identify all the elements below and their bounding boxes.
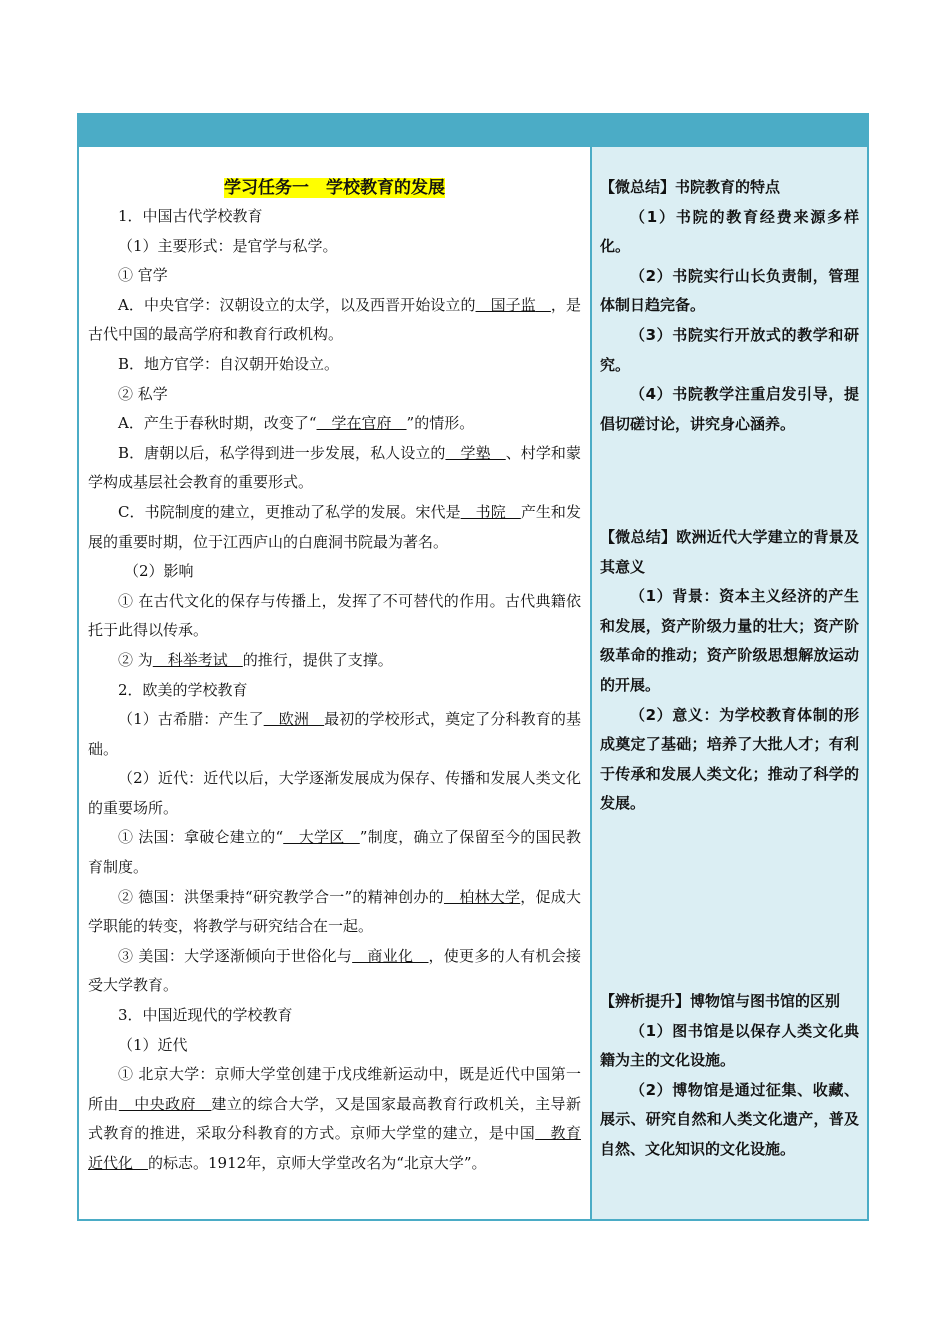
section-heading: 1．中国古代学校教育 — [118, 207, 263, 225]
paragraph — [88, 409, 581, 439]
answer-blank: 学在官府 — [316, 414, 407, 433]
text: 建立的综合大学，又是国家最高教育行政机关，主导新式教育的推进，采取分科教育的方式。京师大学堂的建立，是中国 — [88, 1094, 581, 1143]
text: ”制度，确立了保留至今的国民教育制度。 — [88, 828, 581, 877]
paragraph — [88, 705, 581, 764]
text: ② 为 — [118, 650, 153, 669]
section-heading: 2．欧美的学校教育 — [118, 680, 248, 699]
answer-blank: 商业化 — [352, 946, 429, 965]
text: 的推行，提供了支撑。 — [242, 650, 393, 669]
note-title: 【辨析提升】博物馆与图书馆的区别 — [600, 992, 841, 1010]
paragraph — [88, 646, 581, 676]
section-heading: 3．中国近现代的学校教育 — [118, 1006, 293, 1025]
note-title: 【微总结】欧洲近代大学建立的背景及其意义 — [600, 528, 859, 576]
main-content-column — [79, 147, 590, 1219]
text: C．书院制度的建立，更推动了私学的发展。宋代是 — [118, 502, 461, 521]
note-item: （1）图书馆是以保存人类文化典籍为主的文化设施。 — [600, 1021, 859, 1070]
note-block-museum-library — [600, 987, 859, 1165]
text: ，促成大学职能的转变，将教学与研究结合在一起。 — [88, 887, 581, 936]
note-item: （3）书院实行开放式的教学和研究。 — [600, 325, 859, 374]
text: A．中央官学：汉朝设立的太学，以及西晋开始设立的 — [118, 295, 476, 314]
answer-blank: 大学区 — [283, 828, 360, 847]
text: ，是古代中国的最高学府和教育行政机构。 — [88, 295, 581, 344]
text: ③ 美国：大学逐渐倾向于世俗化与 — [118, 946, 353, 965]
note-block-university — [600, 523, 859, 819]
answer-blank: 教育近代化 — [88, 1124, 581, 1172]
subheading: （2）影响 — [124, 562, 194, 581]
text: 的标志。1912年，京师大学堂改名为“北京大学”。 — [148, 1154, 487, 1172]
text: 产生和发展的重要时期，位于江西庐山的白鹿洞书院最为著名。 — [88, 502, 581, 551]
answer-blank: 中央政府 — [118, 1094, 212, 1113]
paragraph — [88, 1060, 581, 1178]
note-item: （4）书院教学注重启发引导，提倡切磋讨论，讲究身心涵养。 — [600, 385, 859, 433]
title-wrap — [88, 173, 581, 198]
note-block-academy — [600, 173, 859, 439]
text: A．产生于春秋时期，改变了“ — [118, 414, 317, 433]
answer-blank-tail — [536, 296, 551, 314]
note-title: 【微总结】书院教育的特点 — [600, 178, 781, 196]
text: （1）古希腊：产生了 — [118, 710, 264, 729]
note-item: （1）书院的教育经费来源多样化。 — [600, 207, 859, 256]
text: ① 法国：拿破仑建立的“ — [118, 828, 284, 847]
paragraph: （2）近代：近代以后，大学逐渐发展成为保存、传播和发展人类文化的重要场所。 — [88, 769, 581, 817]
text: 、村学和蒙学构成基层社会教育的重要形式。 — [88, 443, 581, 492]
sidebar-notes-column — [590, 147, 867, 1219]
text: ② 德国：洪堡秉持“研究教学合一”的精神创办的 — [118, 887, 444, 906]
paragraph — [88, 823, 581, 882]
text: 最初的学校形式，奠定了分科教育的基础。 — [88, 710, 581, 758]
answer-blank: 书院 — [460, 502, 521, 521]
content-table — [77, 113, 869, 1221]
page-title: 学习任务一 学校教育的发展 — [224, 178, 445, 198]
paragraph — [88, 883, 581, 942]
text: ① 北京大学：京师大学堂创建于戊戌维新运动中，既是近代中国第一所由 — [88, 1065, 581, 1113]
item-label: ② 私学 — [118, 384, 168, 403]
answer-blank: 国子监 — [475, 295, 536, 314]
note-item: （2）博物馆是通过征集、收藏、展示、研究自然和人类文化遗产，普及自然、文化知识的文化设施。 — [600, 1080, 859, 1158]
subheading: （1）近代 — [118, 1035, 188, 1054]
paragraph — [88, 291, 581, 350]
text: ，使更多的人有机会接受大学教育。 — [88, 946, 581, 995]
note-item: （2）意义：为学校教育体制的形成奠定了基础；培养了大批人才；有利于传承和发展人类文化；推动了科学的发展。 — [600, 705, 859, 813]
answer-blank: 科举考试 — [152, 650, 243, 669]
subheading: （1）主要形式：是官学与私学。 — [118, 236, 338, 255]
note-item: （1）背景：资本主义经济的产生和发展，资产阶级力量的壮大；资产阶级革命的推动；资产阶级思想解放运动的开展。 — [600, 587, 859, 694]
paragraph — [88, 942, 581, 1001]
paragraph — [88, 498, 581, 557]
text: ”的情形。 — [406, 414, 475, 433]
note-item: （2）书院实行山长负责制，管理体制日趋完备。 — [600, 266, 859, 315]
answer-blank: 柏林大学 — [443, 887, 521, 906]
table-header-bar — [79, 115, 867, 147]
item-label: ① 官学 — [118, 266, 168, 285]
text: B．唐朝以后，私学得到进一步发展，私人设立的 — [118, 443, 446, 462]
paragraph: ① 在古代文化的保存与传播上，发挥了不可替代的作用。古代典籍依托于此得以传承。 — [88, 591, 581, 640]
paragraph — [88, 439, 581, 498]
answer-blank: 欧洲 — [263, 710, 325, 729]
paragraph: B．地方官学：自汉朝开始设立。 — [118, 354, 340, 373]
answer-blank: 学塾 — [445, 443, 506, 462]
